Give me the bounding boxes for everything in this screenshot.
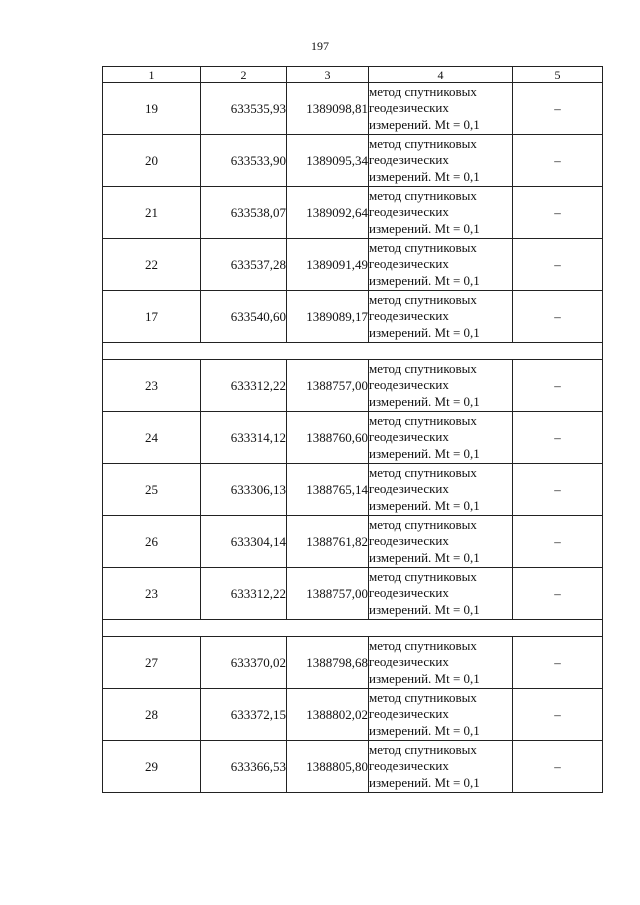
table-row [103,689,603,741]
method-line: измерений. Mt = 0,1 [369,549,480,565]
y-coordinate-cell: 1389091,49 [287,239,369,291]
method-line: измерений. Mt = 0,1 [369,497,480,513]
note-cell: – [513,516,603,568]
column-header-5: 5 [513,67,603,83]
point-number-cell: 21 [103,187,201,239]
method-line: метод спутниковых [369,741,477,757]
method-line: геодезических [369,152,449,168]
method-line: метод спутниковых [369,291,477,307]
table-row [103,741,603,793]
method-cell [369,516,513,568]
method-line: метод спутниковых [369,135,477,151]
method-line: измерений. Mt = 0,1 [369,324,480,340]
point-number-cell: 25 [103,464,201,516]
coordinates-table [102,66,603,793]
x-coordinate-cell: 633314,12 [201,412,287,464]
method-line: метод спутниковых [369,239,477,255]
note-cell: – [513,291,603,343]
point-number-cell: 26 [103,516,201,568]
table-row [103,291,603,343]
column-header-1: 1 [103,67,201,83]
method-line: измерений. Mt = 0,1 [369,220,480,236]
method-line: метод спутниковых [369,516,477,532]
y-coordinate-cell: 1389098,81 [287,83,369,135]
x-coordinate-cell: 633535,93 [201,83,287,135]
method-cell [369,187,513,239]
method-line: геодезических [369,585,449,601]
method-cell [369,360,513,412]
point-number-cell: 27 [103,637,201,689]
separator-cell [103,620,603,637]
x-coordinate-cell: 633366,53 [201,741,287,793]
y-coordinate-cell: 1388760,60 [287,412,369,464]
point-number-cell: 23 [103,360,201,412]
separator-cell [103,343,603,360]
x-coordinate-cell: 633537,28 [201,239,287,291]
note-cell: – [513,412,603,464]
method-line: геодезических [369,100,449,116]
y-coordinate-cell: 1388765,14 [287,464,369,516]
point-number-cell: 19 [103,83,201,135]
note-cell: – [513,187,603,239]
method-cell [369,464,513,516]
method-line: геодезических [369,533,449,549]
method-line: геодезических [369,204,449,220]
y-coordinate-cell: 1388802,02 [287,689,369,741]
method-cell [369,291,513,343]
method-line: метод спутниковых [369,464,477,480]
point-number-cell: 17 [103,291,201,343]
x-coordinate-cell: 633540,60 [201,291,287,343]
note-cell: – [513,568,603,620]
table-row [103,83,603,135]
note-cell: – [513,741,603,793]
method-cell [369,412,513,464]
method-line: измерений. Mt = 0,1 [369,445,480,461]
method-line: метод спутниковых [369,412,477,428]
method-line: измерений. Mt = 0,1 [369,722,480,738]
method-line: измерений. Mt = 0,1 [369,774,480,790]
column-header-4: 4 [369,67,513,83]
method-cell [369,239,513,291]
x-coordinate-cell: 633306,13 [201,464,287,516]
method-line: геодезических [369,758,449,774]
point-number-cell: 28 [103,689,201,741]
method-line: геодезических [369,481,449,497]
page-number: 197 [311,39,329,53]
method-line: геодезических [369,654,449,670]
method-line: метод спутниковых [369,360,477,376]
table-row [103,637,603,689]
note-cell: – [513,464,603,516]
y-coordinate-cell: 1388761,82 [287,516,369,568]
table-header-row [103,67,603,83]
table-row [103,412,603,464]
table-row [103,360,603,412]
coordinates-table-body [103,67,603,793]
column-header-3: 3 [287,67,369,83]
method-line: геодезических [369,377,449,393]
method-line: метод спутниковых [369,568,477,584]
point-number-cell: 23 [103,568,201,620]
method-line: метод спутниковых [369,187,477,203]
method-line: геодезических [369,308,449,324]
method-cell [369,83,513,135]
method-cell [369,689,513,741]
method-cell [369,568,513,620]
x-coordinate-cell: 633370,02 [201,637,287,689]
method-line: метод спутниковых [369,83,477,99]
table-row [103,239,603,291]
table-row [103,568,603,620]
y-coordinate-cell: 1388798,68 [287,637,369,689]
method-line: метод спутниковых [369,689,477,705]
table-row [103,135,603,187]
method-line: измерений. Mt = 0,1 [369,670,480,686]
x-coordinate-cell: 633312,22 [201,360,287,412]
x-coordinate-cell: 633538,07 [201,187,287,239]
y-coordinate-cell: 1389089,17 [287,291,369,343]
table-row [103,187,603,239]
x-coordinate-cell: 633372,15 [201,689,287,741]
method-line: измерений. Mt = 0,1 [369,393,480,409]
note-cell: – [513,135,603,187]
point-number-cell: 22 [103,239,201,291]
column-header-2: 2 [201,67,287,83]
method-line: измерений. Mt = 0,1 [369,272,480,288]
section-separator-row [103,343,603,360]
method-cell [369,135,513,187]
note-cell: – [513,83,603,135]
x-coordinate-cell: 633304,14 [201,516,287,568]
section-separator-row [103,620,603,637]
method-line: геодезических [369,429,449,445]
y-coordinate-cell: 1389095,34 [287,135,369,187]
note-cell: – [513,689,603,741]
method-line: измерений. Mt = 0,1 [369,601,480,617]
y-coordinate-cell: 1389092,64 [287,187,369,239]
y-coordinate-cell: 1388757,00 [287,568,369,620]
note-cell: – [513,360,603,412]
method-cell [369,637,513,689]
method-line: геодезических [369,706,449,722]
note-cell: – [513,637,603,689]
method-line: измерений. Mt = 0,1 [369,168,480,184]
method-line: геодезических [369,256,449,272]
y-coordinate-cell: 1388757,00 [287,360,369,412]
method-line: метод спутниковых [369,637,477,653]
method-cell [369,741,513,793]
table-row [103,464,603,516]
table-row [103,516,603,568]
x-coordinate-cell: 633533,90 [201,135,287,187]
point-number-cell: 20 [103,135,201,187]
y-coordinate-cell: 1388805,80 [287,741,369,793]
x-coordinate-cell: 633312,22 [201,568,287,620]
point-number-cell: 29 [103,741,201,793]
point-number-cell: 24 [103,412,201,464]
method-line: измерений. Mt = 0,1 [369,116,480,132]
note-cell: – [513,239,603,291]
